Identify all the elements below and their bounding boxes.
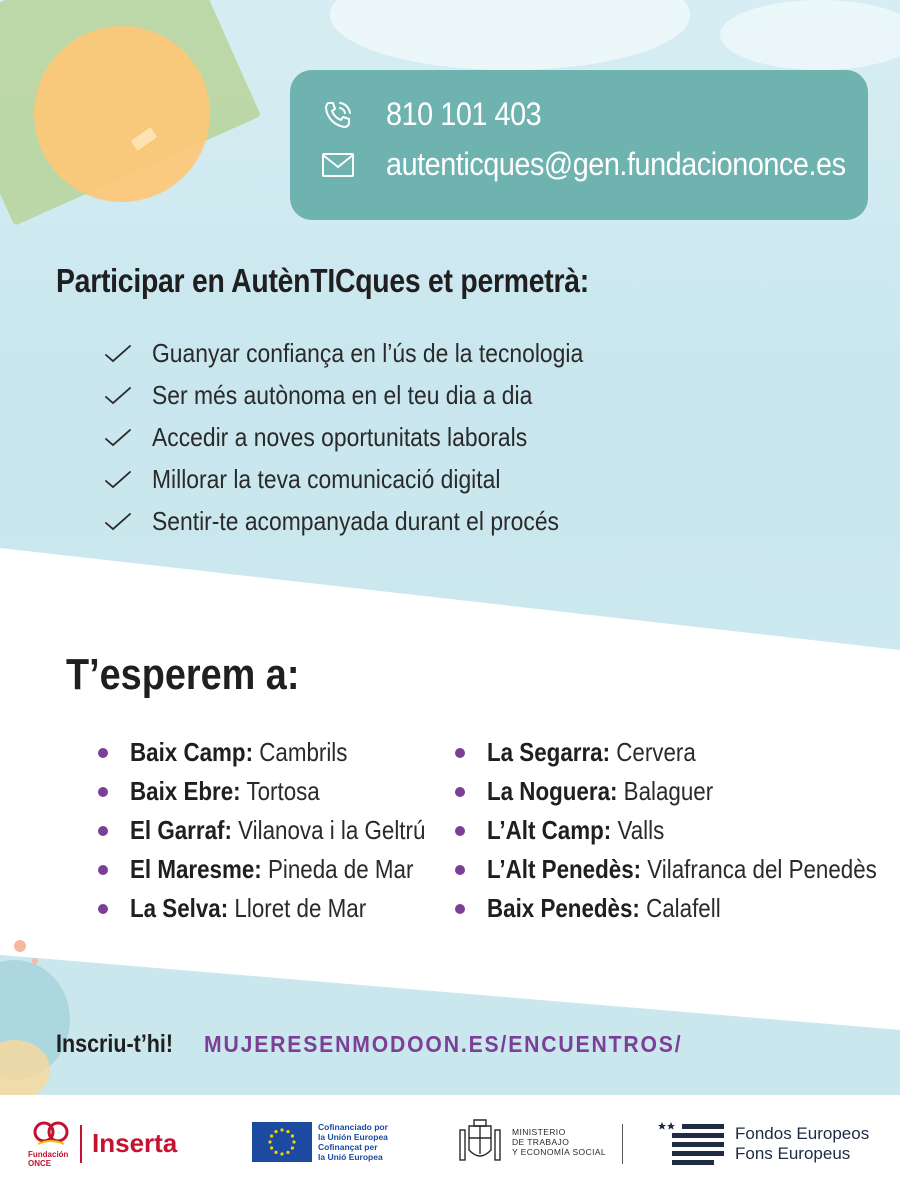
locations-list-right <box>455 733 900 928</box>
benefit-text: Sentir-te acompanyada durant el procés <box>152 505 559 536</box>
ministry-line: Y ECONOMÍA SOCIAL <box>512 1147 607 1157</box>
town-name: Cervera <box>616 737 696 767</box>
benefits-list <box>104 332 642 542</box>
contact-phone[interactable]: 810 101 403 <box>386 96 542 132</box>
bullet-icon <box>98 748 108 758</box>
eu-flag-icon <box>252 1122 312 1162</box>
signup-label: Inscriu-t’hi! <box>56 1030 174 1058</box>
fondos-europeos-logo <box>656 1118 726 1166</box>
contact-phone-row <box>320 96 558 133</box>
list-item <box>98 772 473 811</box>
region-name: La Selva: <box>130 893 229 923</box>
mail-icon <box>320 149 356 181</box>
bullet-icon <box>455 904 465 914</box>
region-name: Baix Penedès: <box>487 893 640 923</box>
town-name: Calafell <box>646 893 721 923</box>
locations-list-left <box>98 733 473 928</box>
ministry-line: DE TRABAJO <box>512 1137 570 1147</box>
ministry-text <box>512 1127 606 1157</box>
town-name: Pineda de Mar <box>267 854 414 884</box>
phone-icon <box>320 99 356 131</box>
town-name: Cambrils <box>259 737 348 767</box>
bullet-icon <box>98 904 108 914</box>
check-icon <box>104 343 132 363</box>
fondos-line: Fons Europeus <box>735 1144 851 1163</box>
bullet-icon <box>455 865 465 875</box>
eu-line: Cofinanciado por <box>318 1122 388 1132</box>
region-name: El Garraf: <box>130 815 232 845</box>
locations-title: T’esperem a: <box>66 650 300 699</box>
region-name: El Maresme: <box>130 854 262 884</box>
town-name: Balaguer <box>623 776 714 806</box>
check-icon <box>104 385 132 405</box>
check-icon <box>104 469 132 489</box>
list-item <box>98 733 473 772</box>
bullet-icon <box>455 748 465 758</box>
decorative-dot <box>14 940 26 952</box>
eu-line: la Unión Europea <box>318 1132 388 1142</box>
list-item <box>455 811 900 850</box>
town-name: Tortosa <box>246 776 320 806</box>
region-name: L’Alt Camp: <box>487 815 612 845</box>
fondos-line: Fondos Europeos <box>735 1124 870 1143</box>
eu-cofinancing-text <box>318 1122 388 1162</box>
bullet-icon <box>98 787 108 797</box>
decorative-orange-circle <box>34 26 210 202</box>
decorative-dot <box>32 958 38 964</box>
contact-box <box>290 70 868 220</box>
region-name: La Segarra: <box>487 737 611 767</box>
list-item <box>98 889 473 928</box>
logo-divider <box>622 1124 623 1164</box>
eu-line: la Unió Europea <box>318 1152 383 1162</box>
bullet-icon <box>455 787 465 797</box>
bullet-icon <box>98 865 108 875</box>
list-item <box>104 374 642 416</box>
eu-line: Cofinançat per <box>318 1142 378 1152</box>
town-name: Vilafranca del Penedès <box>647 854 877 884</box>
list-item <box>98 811 473 850</box>
list-item <box>455 889 900 928</box>
inserta-logo-text: Inserta <box>92 1128 178 1158</box>
benefit-text: Millorar la teva comunicació digital <box>152 463 501 494</box>
signup-link[interactable]: MUJERESENMODOON.ES/ENCUENTROS/ <box>204 1031 683 1057</box>
once-line: ONCE <box>28 1159 52 1168</box>
list-item <box>455 850 900 889</box>
region-name: La Noguera: <box>487 776 618 806</box>
fundacion-once-text <box>28 1150 68 1168</box>
benefit-text: Ser més autònoma en el teu dia a dia <box>152 379 533 410</box>
benefit-text: Guanyar confiança en l’ús de la tecnologia <box>152 337 584 368</box>
list-item <box>104 416 642 458</box>
logo-divider <box>80 1125 82 1163</box>
bullet-icon <box>455 826 465 836</box>
once-line: Fundación <box>28 1150 69 1159</box>
town-name: Lloret de Mar <box>234 893 367 923</box>
list-item <box>104 332 642 374</box>
benefit-text: Accedir a noves oportunitats laborals <box>152 421 528 452</box>
list-item <box>98 850 473 889</box>
region-name: Baix Ebre: <box>130 776 241 806</box>
signup-row <box>56 1030 724 1059</box>
list-item <box>455 733 900 772</box>
fondos-europeos-text <box>735 1124 869 1164</box>
contact-email-row <box>320 146 897 183</box>
bullet-icon <box>98 826 108 836</box>
region-name: Baix Camp: <box>130 737 254 767</box>
list-item <box>104 500 642 542</box>
contact-email[interactable]: autenticques@gen.fundaciononce.es <box>386 146 846 182</box>
town-name: Valls <box>617 815 665 845</box>
ministry-line: MINISTERIO <box>512 1127 566 1137</box>
benefits-title: Participar en AutènTICques et permetrà: <box>56 262 589 299</box>
list-item <box>104 458 642 500</box>
list-item <box>455 772 900 811</box>
region-name: L’Alt Penedès: <box>487 854 642 884</box>
spain-coat-of-arms-icon <box>456 1116 504 1168</box>
check-icon <box>104 511 132 531</box>
check-icon <box>104 427 132 447</box>
town-name: Vilanova i la Geltrú <box>238 815 426 845</box>
